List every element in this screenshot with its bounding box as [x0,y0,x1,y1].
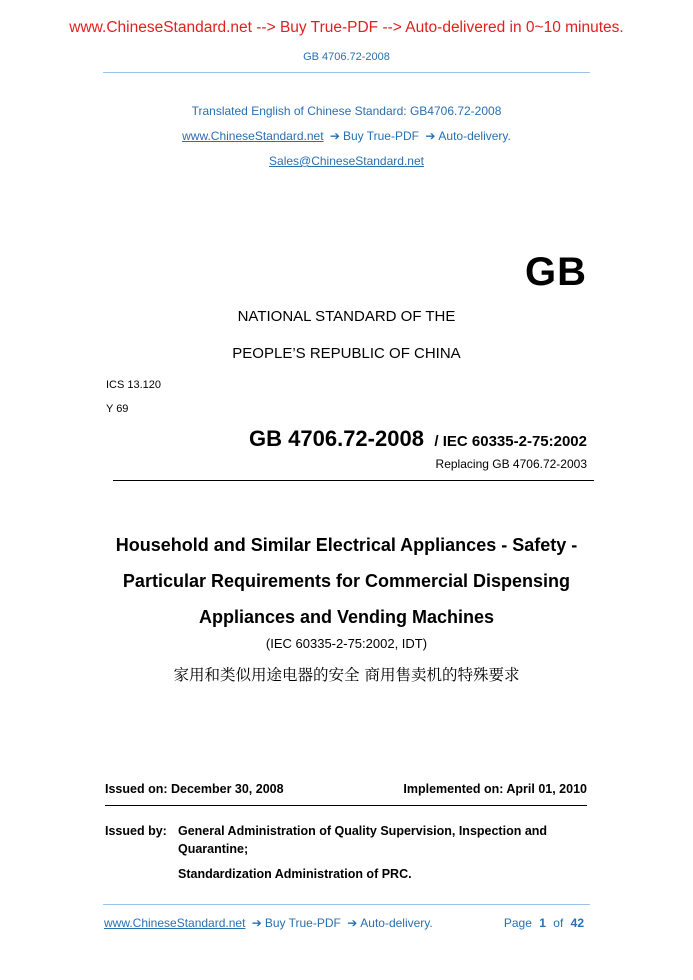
footer-buy-text: Buy True-PDF [264,916,341,930]
issued-on-date: Issued on: December 30, 2008 [105,782,284,796]
national-standard-title: NATIONAL STANDARD OF THE [237,308,456,325]
footer-auto-text: Auto-delivery. [360,916,433,930]
arrow-right-icon: ➔ [329,129,340,143]
iec-reference: (IEC 60335-2-75:2002, IDT) [265,636,428,651]
header-divider [103,72,590,73]
document-title-line2: Particular Requirements for Commercial Dispensing [122,571,571,591]
header-standard-code: GB 4706.72-2008 [303,51,390,63]
site-link[interactable]: www.ChineseStandard.net [182,129,324,143]
page-label: Page [503,916,532,930]
dates-divider [105,805,587,806]
buy-text: Buy True-PDF [342,129,419,143]
document-title-line1: Household and Similar Electrical Appliances - Safety - [115,535,578,555]
of-label: of [553,916,564,930]
document-title-line3: Appliances and Vending Machines [198,607,495,627]
implemented-on-date: Implemented on: April 01, 2010 [403,782,587,796]
email-line [0,154,693,168]
ics-code: ICS 13.120 [106,379,162,391]
standard-number: GB 4706.72-2008 [249,426,424,451]
standard-divider [113,480,594,481]
chinese-title: 家用和类似用途电器的安全 商用售卖机的特殊要求 [173,666,520,684]
iec-equivalent: / IEC 60335-2-75:2002 [434,433,587,450]
translation-notice: Translated English of Chinese Standard: GB4706.72-2008 [191,104,502,118]
translation-buy-line [0,129,693,143]
replacing-note: Replacing GB 4706.72-2003 [435,457,587,471]
promo-banner[interactable]: www.ChineseStandard.net --> Buy True-PDF --> Auto-delivered in 0~10 minutes. [69,19,624,36]
gb-mark: GB [525,250,587,294]
page-indicator [504,916,584,930]
footer-links [104,916,433,930]
issuer-org2: Standardization Administration of PRC. [178,867,412,881]
arrow-right-icon: ➔ [251,916,262,930]
footer-site-link[interactable]: www.ChineseStandard.net [104,916,246,930]
standard-number-line [249,426,587,452]
issued-by-label: Issued by: [105,824,167,838]
footer-divider [103,904,590,905]
issuer-org1-line2: Quarantine; [178,842,249,856]
issuer-org1-line1: General Administration of Quality Supervision, Inspection and [178,824,548,838]
auto-delivery-text: Auto-delivery. [438,129,511,143]
email-link[interactable]: Sales@ChineseStandard.net [269,154,424,168]
page-total: 42 [570,916,584,930]
arrow-right-icon: ➔ [347,916,358,930]
page-number: 1 [539,916,546,930]
republic-title: PEOPLE’S REPUBLIC OF CHINA [232,345,461,362]
arrow-right-icon: ➔ [425,129,436,143]
ccs-code: Y 69 [106,403,129,415]
